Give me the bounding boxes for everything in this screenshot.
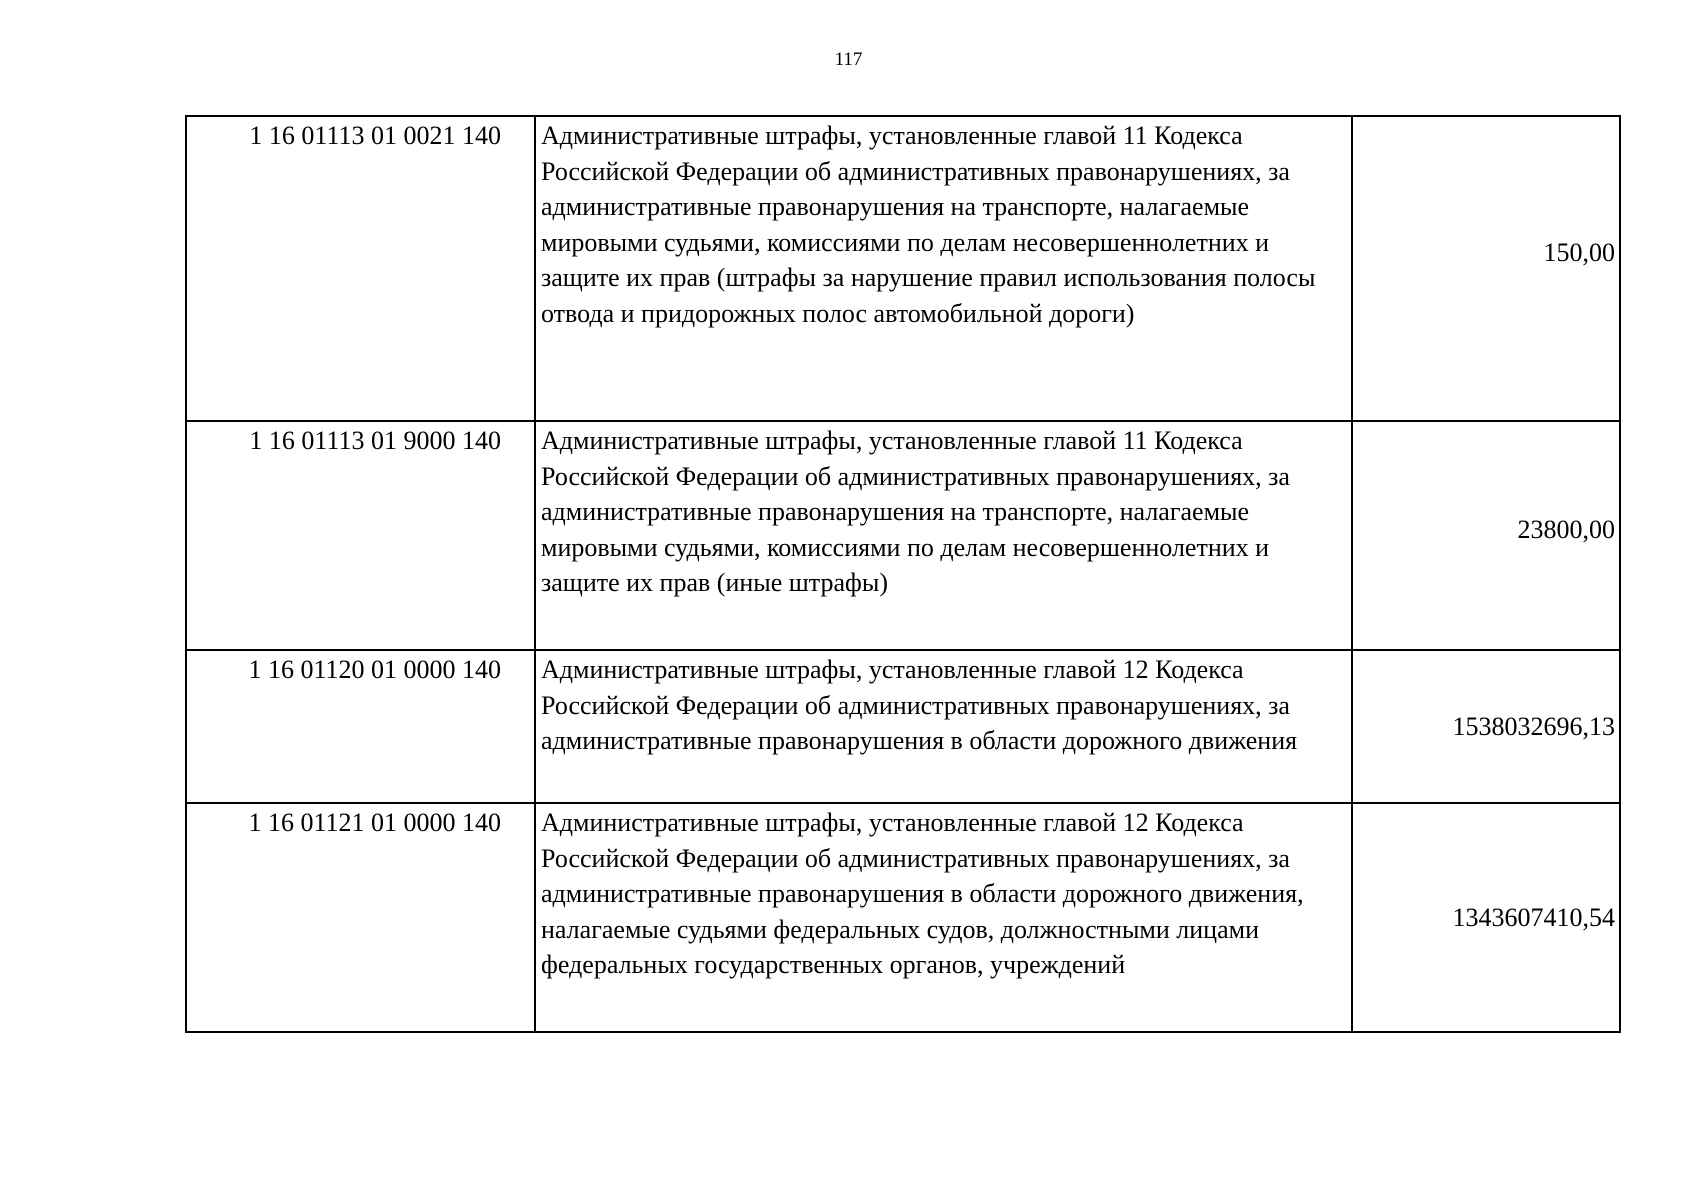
table-row [186,650,1620,803]
amount-value: 150,00 [1543,237,1615,267]
description-cell: Административные штрафы, установленные главой 12 Кодекса Российской Федерации об административных правонарушениях, за административные правонарушения в области дорожного движения [535,650,1352,803]
budget-code-cell: 1 16 01113 01 9000 140 [186,421,535,650]
budget-table [185,115,1621,1033]
description-cell: Административные штрафы, установленные главой 12 Кодекса Российской Федерации об административных правонарушениях, за административные правонарушения в области дорожного движения, налагаемые судьями федеральных судов, должностными лицами федеральных государственных органов, учреждений [535,803,1352,1032]
amount-cell [1352,421,1620,650]
description-cell: Административные штрафы, установленные главой 11 Кодекса Российской Федерации об административных правонарушениях, за административные правонарушения на транспорте, налагаемые мировыми судьями, комиссиями по делам несовершеннолетних и защите их прав (иные штрафы) [535,421,1352,650]
amount-value: 1343607410,54 [1452,902,1615,932]
budget-code-cell: 1 16 01113 01 0021 140 [186,116,535,421]
amount-value: 23800,00 [1517,514,1615,544]
amount-cell [1352,650,1620,803]
page-number: 117 [834,49,863,70]
budget-code-cell: 1 16 01121 01 0000 140 [186,803,535,1032]
amount-cell [1352,116,1620,421]
table-row [186,116,1620,421]
budget-code-cell: 1 16 01120 01 0000 140 [186,650,535,803]
description-cell: Административные штрафы, установленные главой 11 Кодекса Российской Федерации об административных правонарушениях, за административные правонарушения на транспорте, налагаемые мировыми судьями, комиссиями по делам несовершеннолетних и защите их прав (штрафы за нарушение правил использования полосы отвода и придорожных полос автомобильной дороги) [535,116,1352,421]
amount-cell [1352,803,1620,1032]
amount-value: 1538032696,13 [1452,711,1615,741]
table-row [186,421,1620,650]
table-row [186,803,1620,1032]
